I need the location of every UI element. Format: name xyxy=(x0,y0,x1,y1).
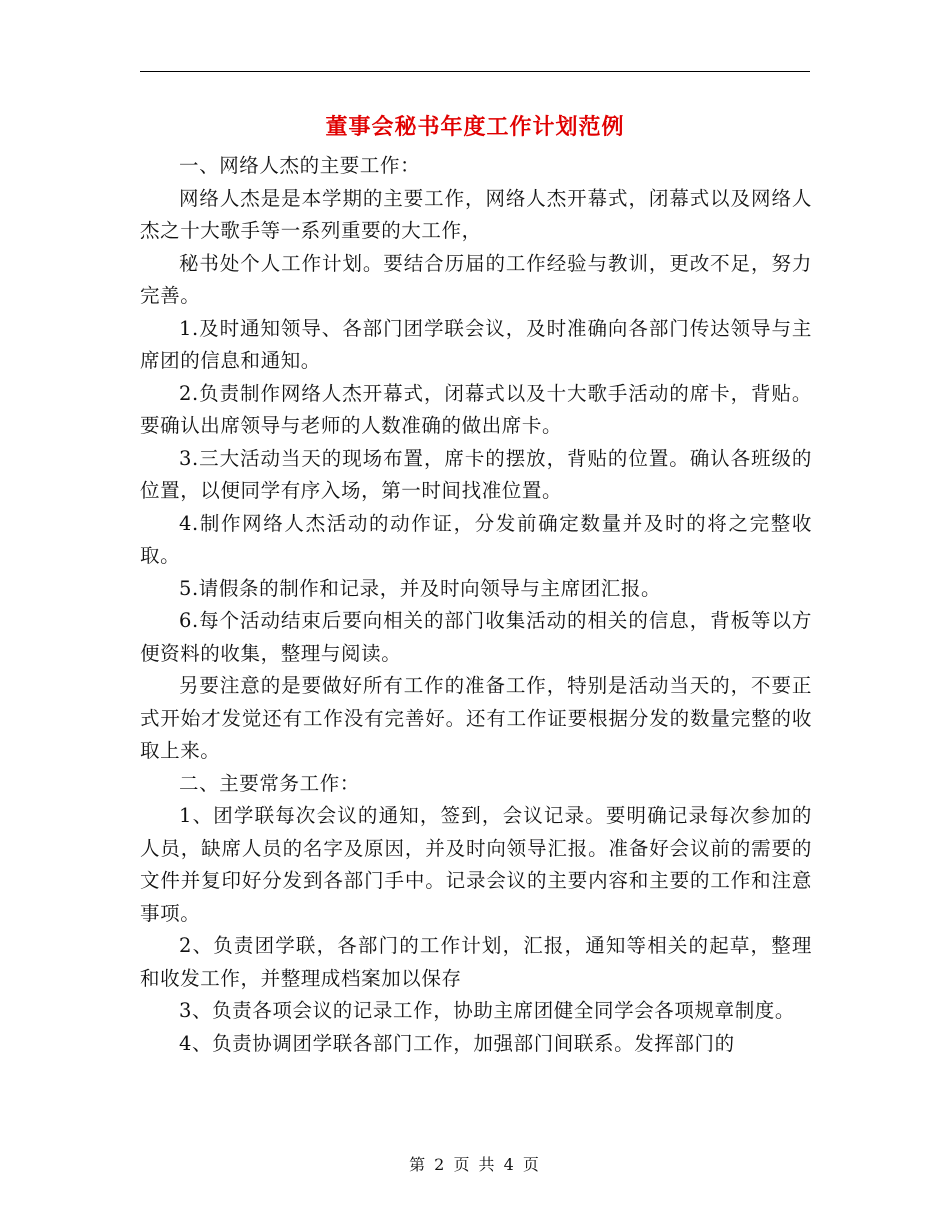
paragraph: 另要注意的是要做好所有工作的准备工作，特别是活动当天的，不要正式开始才发觉还有工作没有完善好。还有工作证要根据分发的数量完整的收取上来。 xyxy=(140,674,812,762)
section-heading-1: 一、网络人杰的主要工作： xyxy=(179,154,421,177)
list-item: 3、负责各项会议的记录工作，协助主席团健全同学会各项规章制度。 xyxy=(179,999,796,1022)
header-rule xyxy=(140,71,810,72)
page-number: 第 2 页 共 4 页 xyxy=(409,1155,541,1174)
list-item: 6.每个活动结束后要向相关的部门收集活动的相关的信息，背板等以方便资料的收集，整理与阅读。 xyxy=(140,609,812,665)
list-item: 4.制作网络人杰活动的动作证，分发前确定数量并及时的将之完整收取。 xyxy=(140,511,812,567)
paragraph: 秘书处个人工作计划。要结合历届的工作经验与教训，更改不足，努力完善。 xyxy=(140,251,812,307)
list-item: 2、负责团学联，各部门的工作计划，汇报，通知等相关的起草，整理和收发工作，并整理成档案加以保存 xyxy=(140,934,812,990)
list-item: 3.三大活动当天的现场布置，席卡的摆放，背贴的位置。确认各班级的位置，以便同学有序入场，第一时间找准位置。 xyxy=(140,446,812,502)
list-item: 2.负责制作网络人杰开幕式，闭幕式以及十大歌手活动的席卡，背贴。要确认出席领导与老师的人数准确的做出席卡。 xyxy=(140,381,812,437)
list-item: 1、团学联每次会议的通知，签到，会议记录。要明确记录每次参加的人员，缺席人员的名字及原因，并及时向领导汇报。准备好会议前的需要的文件并复印好分发到各部门手中。记录会议的主要内容和主要的工作和注意事项。 xyxy=(140,804,812,925)
paragraph: 网络人杰是是本学期的主要工作，网络人杰开幕式，闭幕式以及网络人杰之十大歌手等一系列重要的大工作， xyxy=(140,186,812,242)
list-item: 4、负责协调团学联各部门工作，加强部门间联系。发挥部门的 xyxy=(179,1031,735,1055)
list-item: 1.及时通知领导、各部门团学联会议，及时准确向各部门传达领导与主席团的信息和通知。 xyxy=(140,316,812,372)
list-item: 5.请假条的制作和记录，并及时向领导与主席团汇报。 xyxy=(179,576,662,600)
section-heading-2: 二、主要常务工作： xyxy=(179,771,360,795)
document-title: 董事会秘书年度工作计划范例 xyxy=(325,114,625,140)
document-body xyxy=(140,150,812,1060)
